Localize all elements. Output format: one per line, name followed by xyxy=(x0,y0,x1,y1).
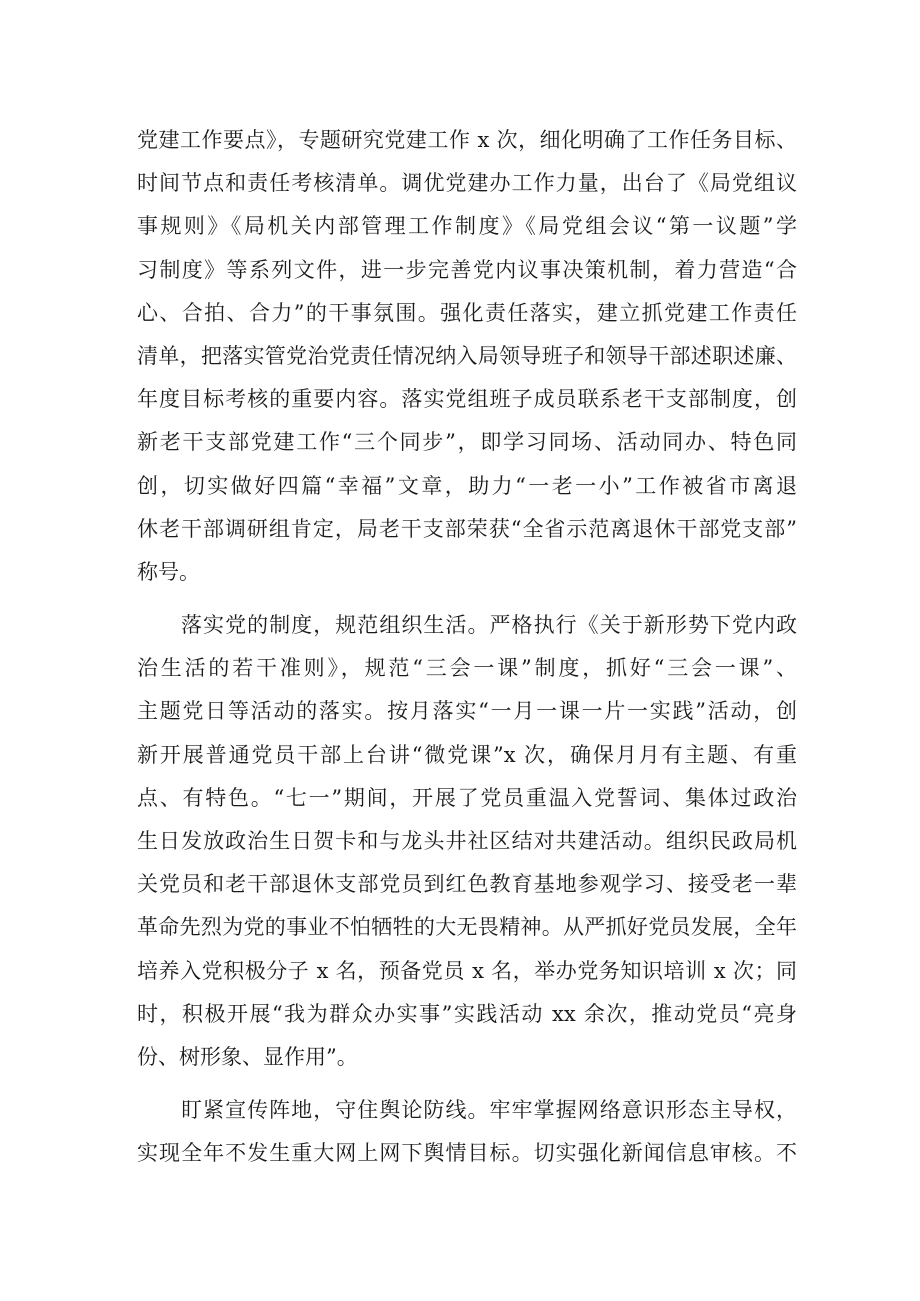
text-line: 年度目标考核的重要内容。落实党组班子成员联系老干支部制度，创 xyxy=(137,387,797,412)
body-text xyxy=(137,119,797,1176)
text-line: 称号。 xyxy=(137,559,200,584)
text-line: 清单，把落实管党治党责任情况纳入局领导班子和领导干部述职述廉、 xyxy=(137,343,797,368)
text-line: 落实党的制度，规范组织生活。严格执行《关于新形势下党内政 xyxy=(181,613,797,638)
text-line: 关党员和老干部退休支部党员到红色教育基地参观学习、接受老一辈 xyxy=(137,872,797,897)
text-line: 习制度》等系列文件，进一步完善党内议事决策机制，着力营造“合 xyxy=(137,257,797,282)
text-line: 创，切实做好四篇“幸福”文章，助力“一老一小”工作被省市离退 xyxy=(137,473,797,498)
text-line: 事规则》《局机关内部管理工作制度》《局党组会议“第一议题”学 xyxy=(137,214,797,239)
text-line: 点、有特色。“七一”期间，开展了党员重温入党誓词、集体过政治 xyxy=(137,785,797,810)
text-line: 心、合拍、合力”的干事氛围。强化责任落实，建立抓党建工作责任 xyxy=(137,300,797,325)
text-line: 生日发放政治生日贺卡和与龙头井社区结对共建活动。组织民政局机 xyxy=(137,829,797,853)
paragraph-1 xyxy=(137,119,797,594)
text-line: 时，积极开展“我为群众办实事”实践活动 xx 余次，推动党员“亮身 xyxy=(137,1001,797,1026)
text-line: 时间节点和责任考核清单。调优党建办工作力量，出台了《局党组议 xyxy=(137,171,797,196)
text-line: 份、树形象、显作用”。 xyxy=(137,1044,358,1069)
text-line: 培养入党积极分子 x 名，预备党员 x 名，举办党务知识培训 x 次；同 xyxy=(137,958,797,983)
text-line: 主题党日等活动的落实。按月落实“一月一课一片一实践”活动，创 xyxy=(137,699,797,724)
text-line: 实现全年不发生重大网上网下舆情目标。切实强化新闻信息审核。不 xyxy=(137,1141,797,1166)
paragraph-3 xyxy=(137,1089,797,1175)
text-line: 盯紧宣传阵地，守住舆论防线。牢牢掌握网络意识形态主导权， xyxy=(181,1098,797,1123)
text-line: 革命先烈为党的事业不怕牺牲的大无畏精神。从严抓好党员发展，全年 xyxy=(137,915,797,940)
text-line: 休老干部调研组肯定，局老干支部荣获“全省示范离退休干部党支部” xyxy=(137,516,797,541)
text-line: 党建工作要点》，专题研究党建工作 x 次，细化明确了工作任务目标、 xyxy=(137,128,797,152)
paragraph-2 xyxy=(137,604,797,1079)
text-line: 新老干支部党建工作“三个同步”，即学习同场、活动同办、特色同 xyxy=(137,430,797,455)
text-line: 新开展普通党员干部上台讲“微党课”x 次，确保月月有主题、有重 xyxy=(137,742,797,767)
text-line: 治生活的若干准则》，规范“三会一课”制度，抓好“三会一课”、 xyxy=(137,656,797,681)
